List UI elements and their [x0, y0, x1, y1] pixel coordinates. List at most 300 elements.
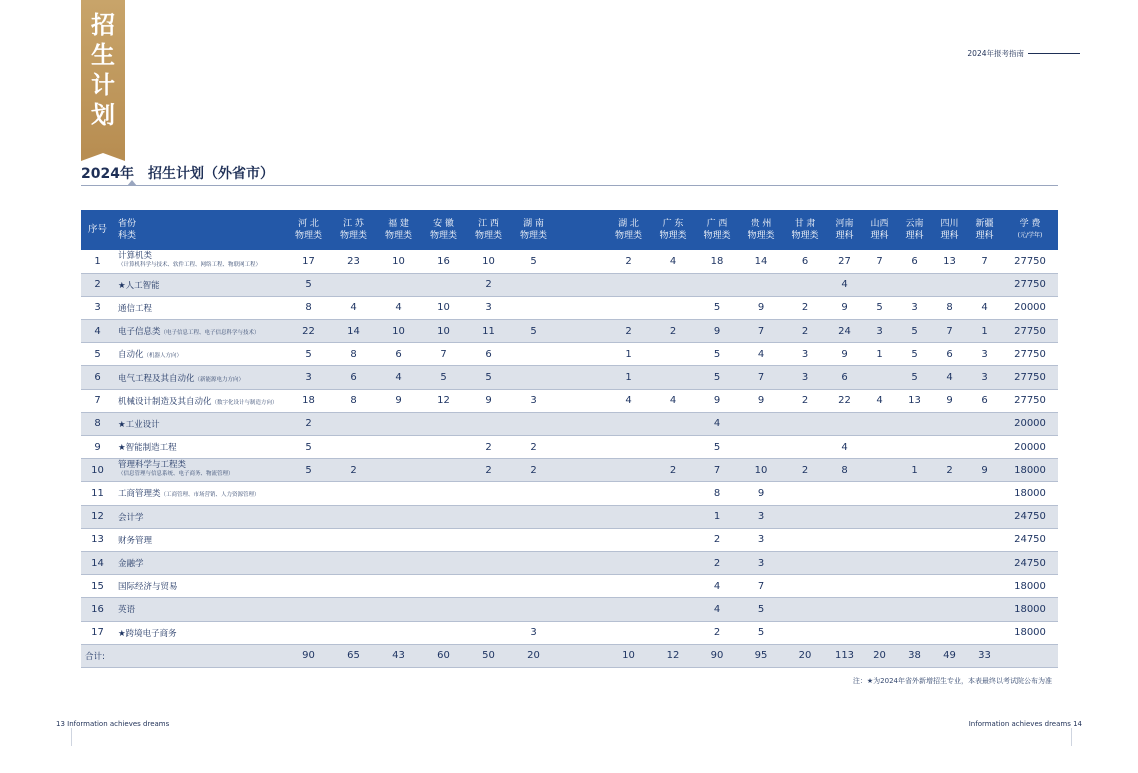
major-detail: （电子信息工程、电子信息科学与技术）: [160, 330, 260, 337]
total-cell: 20: [527, 650, 540, 662]
quota-cell: [511, 412, 556, 435]
major-name: 国际经济与贸易: [118, 582, 178, 593]
row-number: 1: [94, 255, 101, 267]
row-number: 17: [91, 627, 104, 639]
header-province-col: [606, 210, 651, 250]
fee-cell: 27750: [1014, 279, 1046, 291]
title-rule: [81, 185, 1058, 186]
header-fee: [1002, 210, 1058, 250]
quota-cell: 9: [981, 464, 988, 476]
major-name: ★跨境电子商务: [118, 628, 177, 639]
quota-cell: 2: [625, 325, 632, 337]
table-row: [81, 343, 1058, 366]
quota-cell: 6: [485, 348, 492, 360]
quota-cell: [783, 621, 827, 644]
quota-cell: 2: [801, 325, 809, 337]
quota-cell: 2: [669, 325, 677, 337]
quota-cell: [932, 575, 967, 598]
quota-cell: [606, 505, 651, 528]
total-cell: 20: [798, 650, 812, 662]
major-name-cell: [114, 551, 286, 574]
quota-cell: [783, 528, 827, 551]
quota-cell: [967, 436, 1002, 459]
quota-cell: [739, 273, 783, 296]
fee-cell: 27750: [1014, 348, 1046, 360]
quota-cell: 18: [710, 255, 724, 267]
quota-cell: [932, 505, 967, 528]
quota-cell: 4: [841, 279, 848, 291]
quota-cell: [932, 482, 967, 505]
quota-cell: [651, 482, 695, 505]
quota-cell: 5: [713, 372, 721, 384]
quota-cell: [967, 621, 1002, 644]
major-detail: （机器人方向）: [143, 353, 183, 360]
quota-cell: [376, 273, 421, 296]
table-row: [81, 436, 1058, 459]
fee-cell: 24750: [1014, 511, 1046, 523]
row-number: 7: [94, 395, 101, 407]
major-name: 金融学: [118, 559, 144, 570]
major-name: 工商管理类: [118, 489, 161, 500]
major-name-cell: [114, 528, 286, 551]
quota-cell: 10: [392, 255, 405, 267]
quota-cell: 4: [757, 348, 765, 360]
quota-cell: [783, 575, 827, 598]
quota-cell: [606, 621, 651, 644]
major-name-cell: [114, 436, 286, 459]
total-label: 合计:: [85, 651, 105, 662]
quota-cell: [862, 621, 897, 644]
quota-cell: 4: [669, 395, 677, 407]
quota-cell: 8: [946, 302, 953, 314]
quota-cell: 2: [946, 464, 953, 476]
total-cell: 60: [437, 650, 450, 662]
quota-cell: [862, 273, 897, 296]
quota-cell: [651, 366, 695, 389]
major-detail: （信息管理与信息系统、电子商务、物流管理）: [118, 471, 234, 478]
major-name: 机械设计制造及其自动化: [118, 396, 212, 407]
quota-cell: 5: [530, 255, 537, 267]
header-province-col: [739, 210, 783, 250]
quota-cell: 4: [713, 603, 721, 615]
quota-cell: [606, 459, 651, 482]
quota-cell: 14: [347, 325, 360, 337]
major-detail: （工商管理、市场营销、人力资源管理）: [160, 492, 260, 499]
quota-cell: [967, 598, 1002, 621]
quota-cell: 3: [530, 627, 537, 639]
quota-cell: [556, 482, 606, 505]
quota-cell: 1: [625, 348, 632, 360]
header-subject-type: 理科: [835, 231, 854, 241]
quota-cell: 5: [713, 348, 721, 360]
quota-cell: 5: [485, 372, 492, 384]
row-number: 16: [91, 603, 104, 615]
quota-cell: [421, 621, 466, 644]
header-province-bottom: 科类: [118, 231, 137, 241]
quota-cell: 7: [981, 255, 988, 267]
quota-cell: 8: [713, 487, 721, 499]
quota-cell: [286, 598, 331, 621]
quota-cell: [376, 482, 421, 505]
quota-cell: [967, 575, 1002, 598]
quota-cell: [606, 412, 651, 435]
quota-cell: 8: [350, 395, 357, 407]
quota-cell: [967, 528, 1002, 551]
quota-cell: [967, 505, 1002, 528]
quota-cell: 5: [440, 372, 447, 384]
quota-cell: [651, 296, 695, 319]
major-name: 自动化: [118, 350, 144, 361]
quota-cell: [556, 296, 606, 319]
header-province-col: [286, 210, 331, 250]
quota-cell: 5: [911, 372, 918, 384]
major-name-cell: [114, 412, 286, 435]
quota-cell: 5: [713, 441, 721, 453]
fee-cell: 27750: [1014, 325, 1046, 337]
major-name-cell: [114, 505, 286, 528]
quota-cell: [932, 412, 967, 435]
quota-cell: 3: [876, 325, 883, 337]
fee-cell: 18000: [1014, 487, 1046, 499]
major-detail: （计算机科学与技术、软件工程、网络工程、物联网工程）: [118, 262, 262, 269]
major-name-cell: [114, 250, 286, 273]
quota-cell: 23: [347, 255, 360, 267]
header-fee-unit: (元/学年): [1017, 232, 1043, 239]
quota-cell: [286, 482, 331, 505]
major-name-cell: [114, 389, 286, 412]
quota-cell: [967, 273, 1002, 296]
quota-cell: 3: [305, 372, 312, 384]
row-number: 3: [94, 302, 101, 314]
major-name-cell: [114, 296, 286, 319]
quota-cell: 1: [981, 325, 988, 337]
quota-cell: 7: [713, 464, 721, 476]
quota-cell: 4: [981, 302, 988, 314]
quota-cell: 5: [305, 279, 312, 291]
header-province-name: 山西: [870, 219, 889, 229]
footer-divider-left: [71, 728, 72, 746]
quota-cell: 6: [841, 372, 848, 384]
header-subject-type: 物理类: [339, 231, 367, 241]
row-number: 12: [91, 511, 104, 523]
quota-cell: [862, 482, 897, 505]
quota-cell: 6: [946, 348, 953, 360]
header-province-name: 云南: [905, 219, 924, 229]
quota-cell: 2: [801, 302, 809, 314]
quota-cell: [331, 273, 376, 296]
quota-cell: 3: [485, 302, 492, 314]
major-name: 管理科学与工程类: [118, 460, 187, 471]
quota-cell: 5: [305, 441, 312, 453]
quota-cell: 9: [757, 302, 765, 314]
quota-cell: [651, 412, 695, 435]
header-subject-type: 物理类: [384, 231, 412, 241]
quota-cell: [932, 598, 967, 621]
header-province-col: [783, 210, 827, 250]
total-cell: 20: [873, 650, 886, 662]
header-province-col: [897, 210, 932, 250]
quota-cell: [511, 482, 556, 505]
quota-cell: 5: [530, 325, 537, 337]
quota-cell: [376, 551, 421, 574]
quota-cell: [466, 528, 511, 551]
row-number: 5: [94, 348, 101, 360]
quota-cell: 9: [841, 348, 848, 360]
quota-cell: 6: [801, 255, 809, 267]
major-name-cell: [114, 320, 286, 343]
quota-cell: 10: [437, 302, 450, 314]
quota-cell: 7: [757, 580, 765, 592]
quota-cell: [556, 250, 606, 273]
quota-cell: [511, 551, 556, 574]
quota-cell: [897, 621, 932, 644]
quota-cell: 9: [946, 395, 953, 407]
quota-cell: [932, 436, 967, 459]
quota-cell: 7: [876, 255, 883, 267]
header-province-name: 江 苏: [343, 219, 364, 229]
quota-cell: [897, 505, 932, 528]
total-cell: 65: [347, 650, 360, 662]
quota-cell: [897, 273, 932, 296]
major-name: 财务管理: [118, 535, 153, 546]
quota-cell: 7: [757, 325, 765, 337]
quota-cell: [556, 505, 606, 528]
fee-cell: 24750: [1014, 557, 1046, 569]
quota-cell: [606, 482, 651, 505]
quota-cell: 8: [305, 302, 312, 314]
quota-cell: [651, 343, 695, 366]
quota-cell: [331, 412, 376, 435]
quota-cell: [897, 482, 932, 505]
quota-cell: 2: [801, 395, 809, 407]
header-subject-type: 物理类: [519, 231, 547, 241]
quota-cell: 8: [350, 348, 357, 360]
quota-cell: [421, 505, 466, 528]
fee-cell: 20000: [1014, 302, 1046, 314]
quota-cell: 10: [392, 325, 405, 337]
quota-cell: [331, 482, 376, 505]
header-guide: [967, 48, 1080, 59]
header-province-col: [827, 210, 862, 250]
quota-cell: 4: [713, 418, 721, 430]
quota-cell: 18: [302, 395, 315, 407]
quota-cell: [331, 551, 376, 574]
table-row: [81, 250, 1058, 273]
quota-cell: [862, 505, 897, 528]
header-province-name: 安 徽: [433, 219, 454, 229]
quota-cell: [556, 412, 606, 435]
quota-cell: [932, 551, 967, 574]
seal-char: 生: [91, 40, 115, 69]
quota-cell: 1: [625, 372, 632, 384]
quota-cell: [556, 366, 606, 389]
quota-cell: [331, 436, 376, 459]
quota-cell: [556, 273, 606, 296]
quota-cell: 4: [395, 372, 402, 384]
quota-cell: [376, 505, 421, 528]
quota-cell: 12: [437, 395, 450, 407]
total-cell: 10: [622, 650, 635, 662]
quota-cell: [783, 412, 827, 435]
quota-cell: [376, 621, 421, 644]
header-subject-type: 物理类: [474, 231, 502, 241]
header-subject-type: 理科: [975, 231, 994, 241]
quota-cell: 2: [530, 441, 537, 453]
table-row: [81, 621, 1058, 644]
total-cell: 50: [482, 650, 495, 662]
total-cell: 33: [978, 650, 991, 662]
quota-cell: [466, 505, 511, 528]
seal-char: 计: [91, 70, 115, 99]
quota-cell: [651, 575, 695, 598]
quota-cell: [932, 273, 967, 296]
quota-cell: [556, 343, 606, 366]
header-subject-type: 物理类: [614, 231, 642, 241]
quota-cell: 3: [801, 348, 809, 360]
table-header: [81, 210, 1058, 250]
quota-cell: [331, 598, 376, 621]
quota-cell: 9: [713, 325, 721, 337]
quota-cell: 2: [669, 464, 677, 476]
quota-cell: [421, 436, 466, 459]
quota-cell: [286, 575, 331, 598]
quota-cell: [376, 598, 421, 621]
quota-cell: [862, 598, 897, 621]
row-number: 9: [94, 441, 101, 453]
quota-cell: [651, 436, 695, 459]
quota-cell: [783, 273, 827, 296]
quota-cell: 2: [485, 441, 492, 453]
quota-cell: [511, 505, 556, 528]
title-marker: [127, 180, 137, 186]
quota-cell: 9: [713, 395, 721, 407]
header-subject-type: 物理类: [294, 231, 322, 241]
seal-char: 招: [91, 10, 115, 39]
header-province-name: 河 北: [298, 219, 319, 229]
quota-cell: 2: [485, 279, 492, 291]
quota-cell: 5: [713, 302, 721, 314]
row-number: 4: [94, 325, 101, 337]
quota-cell: [511, 273, 556, 296]
quota-cell: 2: [713, 627, 721, 639]
table-row: [81, 412, 1058, 435]
quota-cell: [376, 412, 421, 435]
quota-cell: 10: [437, 325, 450, 337]
header-province: [114, 210, 286, 250]
header-province-col: [695, 210, 739, 250]
quota-cell: [421, 551, 466, 574]
quota-cell: 3: [911, 302, 918, 314]
quota-cell: [466, 598, 511, 621]
quota-cell: [556, 389, 606, 412]
header-subject-type: 理科: [940, 231, 959, 241]
quota-cell: [376, 436, 421, 459]
total-cell: 90: [302, 650, 315, 662]
quota-cell: [286, 505, 331, 528]
quota-cell: 9: [757, 395, 765, 407]
major-name-cell: [114, 575, 286, 598]
quota-cell: 2: [713, 534, 721, 546]
quota-cell: [331, 575, 376, 598]
quota-cell: 6: [350, 372, 357, 384]
header-province-name: 湖 北: [618, 219, 639, 229]
quota-cell: 11: [482, 325, 495, 337]
quota-cell: [862, 551, 897, 574]
quota-cell: [511, 598, 556, 621]
quota-cell: 22: [838, 395, 851, 407]
row-number: 6: [94, 372, 101, 384]
major-detail: （新能源电力方向）: [194, 376, 245, 383]
quota-cell: [556, 320, 606, 343]
header-province-col: [862, 210, 897, 250]
quota-cell: 9: [841, 302, 848, 314]
row-number: 14: [91, 557, 104, 569]
quota-cell: 3: [981, 372, 988, 384]
header-province-name: 新疆: [975, 219, 994, 229]
header-province-top: 省份: [118, 219, 137, 229]
quota-cell: 3: [757, 511, 765, 523]
quota-cell: 5: [876, 302, 883, 314]
quota-cell: 2: [713, 557, 721, 569]
header-subject-type: 物理类: [703, 231, 731, 241]
quota-cell: 3: [757, 534, 765, 546]
major-name: ★智能制造工程: [118, 443, 177, 454]
quota-cell: [556, 621, 606, 644]
quota-cell: [286, 528, 331, 551]
fee-cell: 18000: [1014, 603, 1046, 615]
header-province-col: [511, 210, 556, 250]
quota-cell: 1: [713, 511, 721, 523]
table-row: [81, 389, 1058, 412]
quota-cell: [739, 436, 783, 459]
table-row: [81, 296, 1058, 319]
row-number: 11: [91, 487, 104, 499]
quota-cell: 13: [943, 255, 956, 267]
quota-cell: 6: [395, 348, 402, 360]
quota-cell: 9: [757, 487, 765, 499]
header-province-col: [967, 210, 1002, 250]
quota-cell: [827, 551, 862, 574]
row-number: 10: [91, 464, 104, 476]
total-cell: 12: [666, 650, 680, 662]
quota-cell: 4: [395, 302, 402, 314]
fee-cell: 20000: [1014, 441, 1046, 453]
total-cell: 90: [710, 650, 724, 662]
quota-cell: 14: [754, 255, 768, 267]
quota-cell: [556, 436, 606, 459]
quota-cell: 22: [302, 325, 315, 337]
quota-cell: [862, 412, 897, 435]
quota-cell: [286, 621, 331, 644]
quota-cell: 4: [876, 395, 883, 407]
major-name-cell: [114, 621, 286, 644]
major-name-cell: [114, 366, 286, 389]
quota-cell: [511, 528, 556, 551]
quota-cell: [556, 598, 606, 621]
quota-cell: [827, 412, 862, 435]
quota-cell: 4: [350, 302, 357, 314]
quota-cell: [967, 482, 1002, 505]
major-name: ★工业设计: [118, 419, 160, 430]
header-province-name: 河南: [835, 219, 854, 229]
header-fee-top: 学 费: [1019, 219, 1041, 229]
header-subject-type: 物理类: [429, 231, 457, 241]
header-province-col: [556, 210, 606, 250]
quota-cell: [651, 598, 695, 621]
quota-cell: 6: [981, 395, 988, 407]
quota-cell: [783, 505, 827, 528]
major-detail: （数字化设计与制造方向）: [211, 399, 278, 406]
